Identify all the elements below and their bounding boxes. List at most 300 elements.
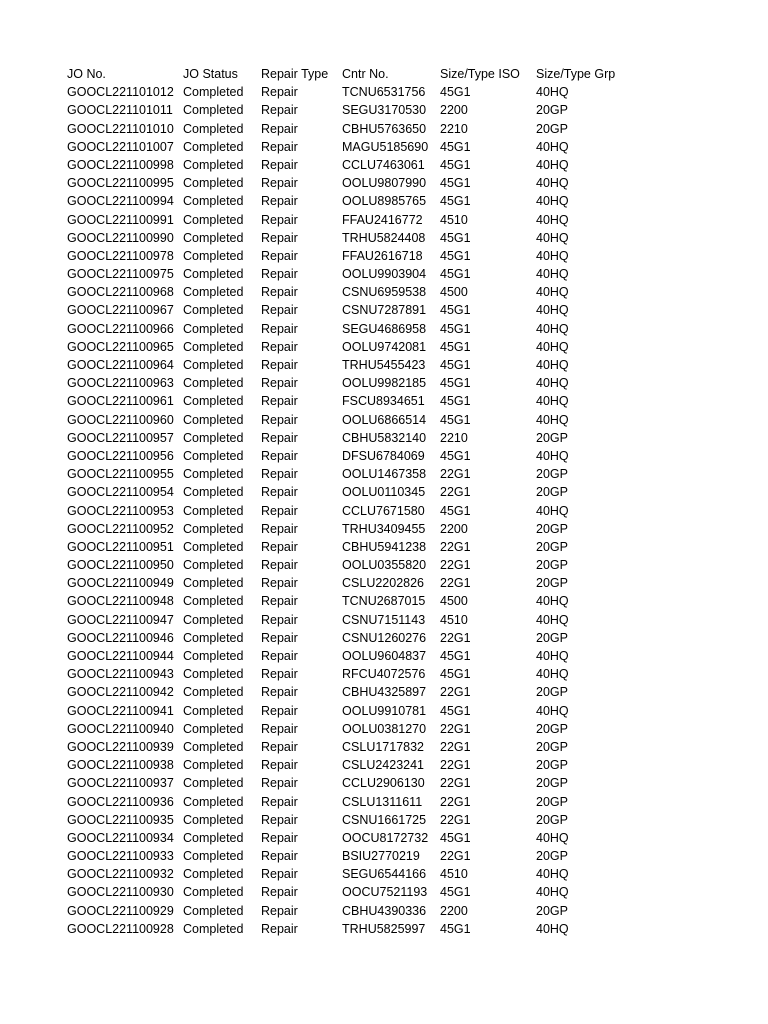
cell-cntr-no: CBHU5832140: [342, 430, 427, 445]
cell-size-type-grp: 40HQ: [536, 448, 569, 463]
cell-cntr-no: CBHU5941238: [342, 539, 427, 554]
cell-jo-no: GOOCL221100954: [67, 485, 174, 500]
table-row: [67, 902, 707, 920]
cell-jo-no: GOOCL221101012: [67, 85, 174, 100]
cell-jo-status: Completed: [183, 248, 244, 263]
table-row: [67, 829, 707, 847]
cell-repair-type: Repair: [261, 649, 298, 663]
cell-jo-status: Completed: [183, 230, 244, 245]
cell-cntr-no: TRHU5455423: [342, 358, 426, 372]
cell-size-type-grp: 40HQ: [536, 303, 569, 318]
cell-jo-status: Completed: [183, 776, 244, 791]
cell-jo-status: Completed: [183, 630, 244, 645]
table-row: [67, 83, 707, 101]
table-row: [67, 247, 707, 265]
cell-jo-no: GOOCL221100964: [67, 358, 174, 372]
cell-jo-no: GOOCL221100975: [67, 267, 174, 282]
cell-size-type-iso: 22G1: [440, 776, 471, 791]
cell-jo-status: Completed: [183, 849, 244, 864]
table-row: [67, 793, 707, 811]
cell-size-type-iso: 45G1: [440, 376, 471, 391]
cell-jo-status: Completed: [183, 358, 244, 372]
cell-jo-status: Completed: [183, 394, 244, 409]
cell-size-type-iso: 45G1: [440, 921, 471, 936]
cell-size-type-iso: 22G1: [440, 467, 471, 482]
cell-cntr-no: SEGU3170530: [342, 103, 427, 118]
cell-repair-type: Repair: [261, 194, 298, 209]
cell-size-type-grp: 20GP: [536, 485, 568, 500]
cell-size-type-iso: 22G1: [440, 558, 471, 573]
cell-size-type-grp: 40HQ: [536, 230, 569, 245]
cell-jo-status: Completed: [183, 794, 244, 809]
cell-cntr-no: TRHU5824408: [342, 230, 426, 245]
cell-size-type-iso: 45G1: [440, 248, 471, 263]
cell-jo-status: Completed: [183, 685, 244, 700]
cell-repair-type: Repair: [261, 830, 298, 845]
cell-jo-status: Completed: [183, 485, 244, 500]
cell-cntr-no: OOLU9982185: [342, 376, 427, 391]
cell-cntr-no: CSLU2202826: [342, 576, 425, 591]
cell-jo-no: GOOCL221100944: [67, 649, 174, 663]
cell-jo-no: GOOCL221100935: [67, 812, 174, 827]
cell-jo-no: GOOCL221100960: [67, 412, 174, 427]
cell-repair-type: Repair: [261, 212, 298, 227]
cell-size-type-iso: 22G1: [440, 812, 471, 827]
cell-size-type-iso: 4510: [440, 212, 468, 227]
cell-repair-type: Repair: [261, 867, 298, 882]
cell-jo-no: GOOCL221100968: [67, 285, 174, 300]
table-row: [67, 774, 707, 792]
cell-jo-no: GOOCL221100943: [67, 667, 174, 682]
cell-size-type-grp: 20GP: [536, 467, 568, 482]
cell-repair-type: Repair: [261, 285, 298, 300]
table-row: [67, 138, 707, 156]
header-jo-no: JO No.: [67, 67, 106, 81]
table-row: [67, 192, 707, 210]
table-row: [67, 392, 707, 410]
cell-jo-no: GOOCL221100941: [67, 703, 174, 718]
cell-jo-status: Completed: [183, 703, 244, 718]
cell-jo-status: Completed: [183, 85, 244, 100]
cell-size-type-iso: 2200: [440, 103, 468, 118]
cell-jo-no: GOOCL221100991: [67, 212, 174, 227]
cell-size-type-grp: 40HQ: [536, 376, 569, 391]
cell-cntr-no: CSNU1260276: [342, 630, 427, 645]
table-row: [67, 920, 707, 938]
cell-jo-status: Completed: [183, 612, 244, 627]
table-row: [67, 229, 707, 247]
table-row: [67, 120, 707, 138]
cell-size-type-iso: 22G1: [440, 739, 471, 754]
cell-repair-type: Repair: [261, 667, 298, 682]
cell-repair-type: Repair: [261, 685, 298, 700]
cell-jo-no: GOOCL221100961: [67, 394, 174, 409]
cell-jo-no: GOOCL221100957: [67, 430, 174, 445]
cell-size-type-iso: 45G1: [440, 394, 471, 409]
cell-jo-no: GOOCL221100929: [67, 903, 174, 918]
cell-jo-no: GOOCL221100928: [67, 921, 174, 936]
cell-jo-no: GOOCL221100951: [67, 539, 174, 554]
cell-jo-status: Completed: [183, 467, 244, 482]
cell-repair-type: Repair: [261, 812, 298, 827]
cell-size-type-iso: 45G1: [440, 267, 471, 282]
cell-repair-type: Repair: [261, 703, 298, 718]
table-row: [67, 174, 707, 192]
cell-repair-type: Repair: [261, 503, 298, 518]
cell-jo-no: GOOCL221100948: [67, 594, 174, 609]
cell-jo-no: GOOCL221100950: [67, 558, 174, 573]
cell-repair-type: Repair: [261, 321, 298, 336]
cell-size-type-grp: 20GP: [536, 794, 568, 809]
cell-size-type-iso: 2200: [440, 521, 468, 536]
cell-size-type-iso: 45G1: [440, 85, 471, 100]
cell-cntr-no: OOLU9604837: [342, 649, 427, 663]
cell-cntr-no: OOLU0110345: [342, 485, 426, 500]
cell-cntr-no: CCLU7671580: [342, 503, 425, 518]
table-row: [67, 156, 707, 174]
cell-size-type-grp: 20GP: [536, 430, 568, 445]
cell-size-type-grp: 40HQ: [536, 212, 569, 227]
cell-cntr-no: CBHU5763650: [342, 121, 427, 136]
cell-repair-type: Repair: [261, 921, 298, 936]
cell-size-type-grp: 40HQ: [536, 921, 569, 936]
cell-repair-type: Repair: [261, 430, 298, 445]
cell-repair-type: Repair: [261, 558, 298, 573]
cell-size-type-grp: 40HQ: [536, 867, 569, 882]
cell-cntr-no: OOLU9742081: [342, 339, 427, 354]
cell-size-type-grp: 40HQ: [536, 339, 569, 354]
cell-size-type-grp: 40HQ: [536, 594, 569, 609]
cell-cntr-no: OOLU0355820: [342, 558, 427, 573]
table-row: [67, 301, 707, 319]
cell-cntr-no: CBHU4390336: [342, 903, 427, 918]
header-size-type-grp: Size/Type Grp: [536, 67, 616, 81]
table-body: [67, 83, 707, 938]
table-row: [67, 101, 707, 119]
cell-repair-type: Repair: [261, 176, 298, 191]
cell-cntr-no: CSNU6959538: [342, 285, 427, 300]
cell-jo-status: Completed: [183, 157, 244, 172]
cell-size-type-grp: 40HQ: [536, 412, 569, 427]
cell-repair-type: Repair: [261, 139, 298, 154]
cell-cntr-no: FFAU2416772: [342, 212, 423, 227]
cell-jo-status: Completed: [183, 885, 244, 900]
cell-size-type-iso: 45G1: [440, 649, 471, 663]
cell-cntr-no: OOLU9903904: [342, 267, 427, 282]
cell-size-type-iso: 2210: [440, 121, 468, 136]
cell-cntr-no: OOLU8985765: [342, 194, 427, 209]
cell-size-type-iso: 45G1: [440, 176, 471, 191]
cell-repair-type: Repair: [261, 303, 298, 318]
table-row: [67, 865, 707, 883]
cell-cntr-no: CSLU1311611: [342, 794, 423, 809]
table-row: [67, 429, 707, 447]
cell-size-type-grp: 20GP: [536, 903, 568, 918]
cell-size-type-grp: 40HQ: [536, 667, 569, 682]
cell-size-type-grp: 40HQ: [536, 157, 569, 172]
cell-cntr-no: BSIU2770219: [342, 849, 420, 864]
cell-jo-status: Completed: [183, 285, 244, 300]
cell-size-type-grp: 20GP: [536, 521, 568, 536]
cell-size-type-iso: 22G1: [440, 794, 471, 809]
table-row: [67, 283, 707, 301]
job-order-table: [67, 65, 707, 938]
cell-cntr-no: OOLU9807990: [342, 176, 427, 191]
cell-jo-status: Completed: [183, 303, 244, 318]
cell-repair-type: Repair: [261, 448, 298, 463]
cell-repair-type: Repair: [261, 121, 298, 136]
cell-jo-no: GOOCL221100995: [67, 176, 174, 191]
cell-size-type-grp: 40HQ: [536, 703, 569, 718]
cell-jo-no: GOOCL221100965: [67, 339, 174, 354]
table-row: [67, 374, 707, 392]
cell-jo-no: GOOCL221100998: [67, 157, 174, 172]
cell-size-type-grp: 20GP: [536, 721, 568, 736]
cell-size-type-grp: 40HQ: [536, 194, 569, 209]
cell-cntr-no: TRHU3409455: [342, 521, 426, 536]
cell-size-type-grp: 20GP: [536, 121, 568, 136]
cell-size-type-grp: 40HQ: [536, 176, 569, 191]
cell-cntr-no: MAGU5185690: [342, 139, 429, 154]
cell-size-type-grp: 20GP: [536, 103, 568, 118]
cell-cntr-no: CSNU7287891: [342, 303, 427, 318]
cell-size-type-grp: 40HQ: [536, 248, 569, 263]
cell-cntr-no: CSNU7151143: [342, 612, 426, 627]
cell-cntr-no: RFCU4072576: [342, 667, 426, 682]
cell-cntr-no: CSNU1661725: [342, 812, 427, 827]
cell-size-type-iso: 45G1: [440, 667, 471, 682]
cell-size-type-iso: 4510: [440, 612, 468, 627]
cell-size-type-grp: 40HQ: [536, 321, 569, 336]
cell-size-type-iso: 45G1: [440, 448, 471, 463]
cell-jo-status: Completed: [183, 212, 244, 227]
cell-repair-type: Repair: [261, 230, 298, 245]
cell-jo-status: Completed: [183, 539, 244, 554]
cell-cntr-no: CCLU7463061: [342, 157, 425, 172]
cell-size-type-iso: 45G1: [440, 703, 471, 718]
cell-jo-status: Completed: [183, 594, 244, 609]
table-row: [67, 483, 707, 501]
table-row: [67, 665, 707, 683]
cell-size-type-iso: 45G1: [440, 358, 471, 372]
cell-size-type-grp: 20GP: [536, 576, 568, 591]
cell-repair-type: Repair: [261, 248, 298, 263]
cell-jo-status: Completed: [183, 758, 244, 773]
table-row: [67, 465, 707, 483]
table-row: [67, 883, 707, 901]
cell-repair-type: Repair: [261, 794, 298, 809]
cell-jo-no: GOOCL221100946: [67, 630, 174, 645]
cell-size-type-grp: 20GP: [536, 685, 568, 700]
cell-jo-no: GOOCL221100994: [67, 194, 174, 209]
cell-size-type-grp: 20GP: [536, 812, 568, 827]
cell-size-type-grp: 20GP: [536, 776, 568, 791]
cell-jo-status: Completed: [183, 649, 244, 663]
table-row: [67, 811, 707, 829]
cell-repair-type: Repair: [261, 849, 298, 864]
cell-cntr-no: SEGU4686958: [342, 321, 427, 336]
cell-jo-status: Completed: [183, 412, 244, 427]
cell-jo-no: GOOCL221101011: [67, 103, 173, 118]
cell-jo-status: Completed: [183, 176, 244, 191]
table-row: [67, 265, 707, 283]
cell-jo-status: Completed: [183, 267, 244, 282]
cell-size-type-iso: 22G1: [440, 721, 471, 736]
cell-size-type-grp: 40HQ: [536, 649, 569, 663]
header-size-type-iso: Size/Type ISO: [440, 67, 520, 81]
cell-repair-type: Repair: [261, 358, 298, 372]
table-row: [67, 411, 707, 429]
cell-size-type-iso: 22G1: [440, 630, 471, 645]
cell-size-type-iso: 45G1: [440, 830, 471, 845]
cell-repair-type: Repair: [261, 485, 298, 500]
cell-size-type-grp: 20GP: [536, 739, 568, 754]
cell-jo-status: Completed: [183, 376, 244, 391]
table-row: [67, 629, 707, 647]
cell-size-type-iso: 4500: [440, 285, 468, 300]
cell-jo-status: Completed: [183, 521, 244, 536]
table-row: [67, 538, 707, 556]
table-row: [67, 338, 707, 356]
cell-jo-status: Completed: [183, 903, 244, 918]
table-row: [67, 683, 707, 701]
cell-size-type-grp: 40HQ: [536, 85, 569, 100]
cell-jo-status: Completed: [183, 430, 244, 445]
cell-size-type-grp: 40HQ: [536, 394, 569, 409]
cell-repair-type: Repair: [261, 85, 298, 100]
cell-repair-type: Repair: [261, 157, 298, 172]
cell-jo-no: GOOCL221101010: [67, 121, 174, 136]
cell-size-type-iso: 45G1: [440, 885, 471, 900]
cell-jo-no: GOOCL221100940: [67, 721, 174, 736]
table-row: [67, 756, 707, 774]
table-row: [67, 738, 707, 756]
cell-size-type-grp: 20GP: [536, 558, 568, 573]
table-row: [67, 647, 707, 665]
header-cntr-no: Cntr No.: [342, 67, 389, 81]
cell-jo-no: GOOCL221100949: [67, 576, 174, 591]
cell-cntr-no: FFAU2616718: [342, 248, 423, 263]
cell-repair-type: Repair: [261, 885, 298, 900]
cell-jo-no: GOOCL221100963: [67, 376, 174, 391]
cell-jo-no: GOOCL221100933: [67, 849, 174, 864]
cell-size-type-iso: 22G1: [440, 685, 471, 700]
cell-size-type-iso: 45G1: [440, 230, 471, 245]
cell-repair-type: Repair: [261, 412, 298, 427]
cell-repair-type: Repair: [261, 612, 298, 627]
cell-size-type-iso: 45G1: [440, 139, 471, 154]
cell-jo-no: GOOCL221100967: [67, 303, 174, 318]
cell-jo-no: GOOCL221100978: [67, 248, 174, 263]
cell-size-type-iso: 4500: [440, 594, 468, 609]
table-row: [67, 502, 707, 520]
cell-jo-status: Completed: [183, 503, 244, 518]
cell-size-type-iso: 22G1: [440, 485, 471, 500]
cell-size-type-iso: 45G1: [440, 321, 471, 336]
cell-cntr-no: OOLU9910781: [342, 703, 427, 718]
cell-jo-no: GOOCL221101007: [67, 139, 174, 154]
cell-jo-no: GOOCL221100938: [67, 758, 174, 773]
cell-size-type-iso: 45G1: [440, 157, 471, 172]
cell-cntr-no: CBHU4325897: [342, 685, 427, 700]
cell-repair-type: Repair: [261, 539, 298, 554]
cell-cntr-no: FSCU8934651: [342, 394, 425, 409]
cell-jo-status: Completed: [183, 448, 244, 463]
cell-size-type-iso: 2200: [440, 903, 468, 918]
cell-jo-no: GOOCL221100934: [67, 830, 174, 845]
cell-size-type-grp: 40HQ: [536, 830, 569, 845]
cell-cntr-no: TRHU5825997: [342, 921, 426, 936]
table-row: [67, 520, 707, 538]
table-row: [67, 211, 707, 229]
cell-cntr-no: OOLU0381270: [342, 721, 427, 736]
cell-size-type-iso: 22G1: [440, 849, 471, 864]
cell-size-type-grp: 40HQ: [536, 358, 569, 372]
cell-size-type-grp: 40HQ: [536, 885, 569, 900]
cell-size-type-grp: 20GP: [536, 630, 568, 645]
table-row: [67, 847, 707, 865]
cell-repair-type: Repair: [261, 521, 298, 536]
cell-jo-status: Completed: [183, 321, 244, 336]
cell-jo-status: Completed: [183, 576, 244, 591]
cell-size-type-grp: 40HQ: [536, 612, 569, 627]
cell-jo-no: GOOCL221100966: [67, 321, 174, 336]
cell-repair-type: Repair: [261, 739, 298, 754]
cell-repair-type: Repair: [261, 721, 298, 736]
cell-size-type-iso: 45G1: [440, 412, 471, 427]
cell-size-type-iso: 45G1: [440, 339, 471, 354]
cell-jo-status: Completed: [183, 721, 244, 736]
cell-jo-status: Completed: [183, 830, 244, 845]
cell-cntr-no: DFSU6784069: [342, 448, 425, 463]
cell-size-type-grp: 40HQ: [536, 139, 569, 154]
cell-jo-no: GOOCL221100947: [67, 612, 174, 627]
cell-repair-type: Repair: [261, 376, 298, 391]
table-row: [67, 356, 707, 374]
cell-cntr-no: TCNU2687015: [342, 594, 426, 609]
cell-jo-status: Completed: [183, 139, 244, 154]
cell-jo-status: Completed: [183, 339, 244, 354]
cell-size-type-grp: 40HQ: [536, 267, 569, 282]
cell-size-type-grp: 20GP: [536, 539, 568, 554]
cell-size-type-iso: 22G1: [440, 576, 471, 591]
cell-size-type-iso: 4510: [440, 867, 468, 882]
cell-cntr-no: OOCU7521193: [342, 885, 428, 900]
cell-size-type-grp: 20GP: [536, 849, 568, 864]
cell-repair-type: Repair: [261, 576, 298, 591]
cell-size-type-grp: 40HQ: [536, 503, 569, 518]
cell-jo-no: GOOCL221100936: [67, 794, 174, 809]
table-row: [67, 702, 707, 720]
table-header-row: [67, 65, 707, 83]
table-row: [67, 592, 707, 610]
cell-jo-status: Completed: [183, 867, 244, 882]
cell-jo-status: Completed: [183, 812, 244, 827]
cell-jo-status: Completed: [183, 103, 244, 118]
cell-size-type-iso: 2210: [440, 430, 468, 445]
cell-jo-status: Completed: [183, 194, 244, 209]
cell-repair-type: Repair: [261, 776, 298, 791]
cell-repair-type: Repair: [261, 339, 298, 354]
cell-jo-no: GOOCL221100932: [67, 867, 174, 882]
cell-size-type-iso: 22G1: [440, 758, 471, 773]
cell-jo-no: GOOCL221100942: [67, 685, 174, 700]
cell-size-type-iso: 22G1: [440, 539, 471, 554]
cell-repair-type: Repair: [261, 394, 298, 409]
cell-jo-no: GOOCL221100956: [67, 448, 174, 463]
cell-size-type-grp: 40HQ: [536, 285, 569, 300]
cell-cntr-no: CCLU2906130: [342, 776, 425, 791]
